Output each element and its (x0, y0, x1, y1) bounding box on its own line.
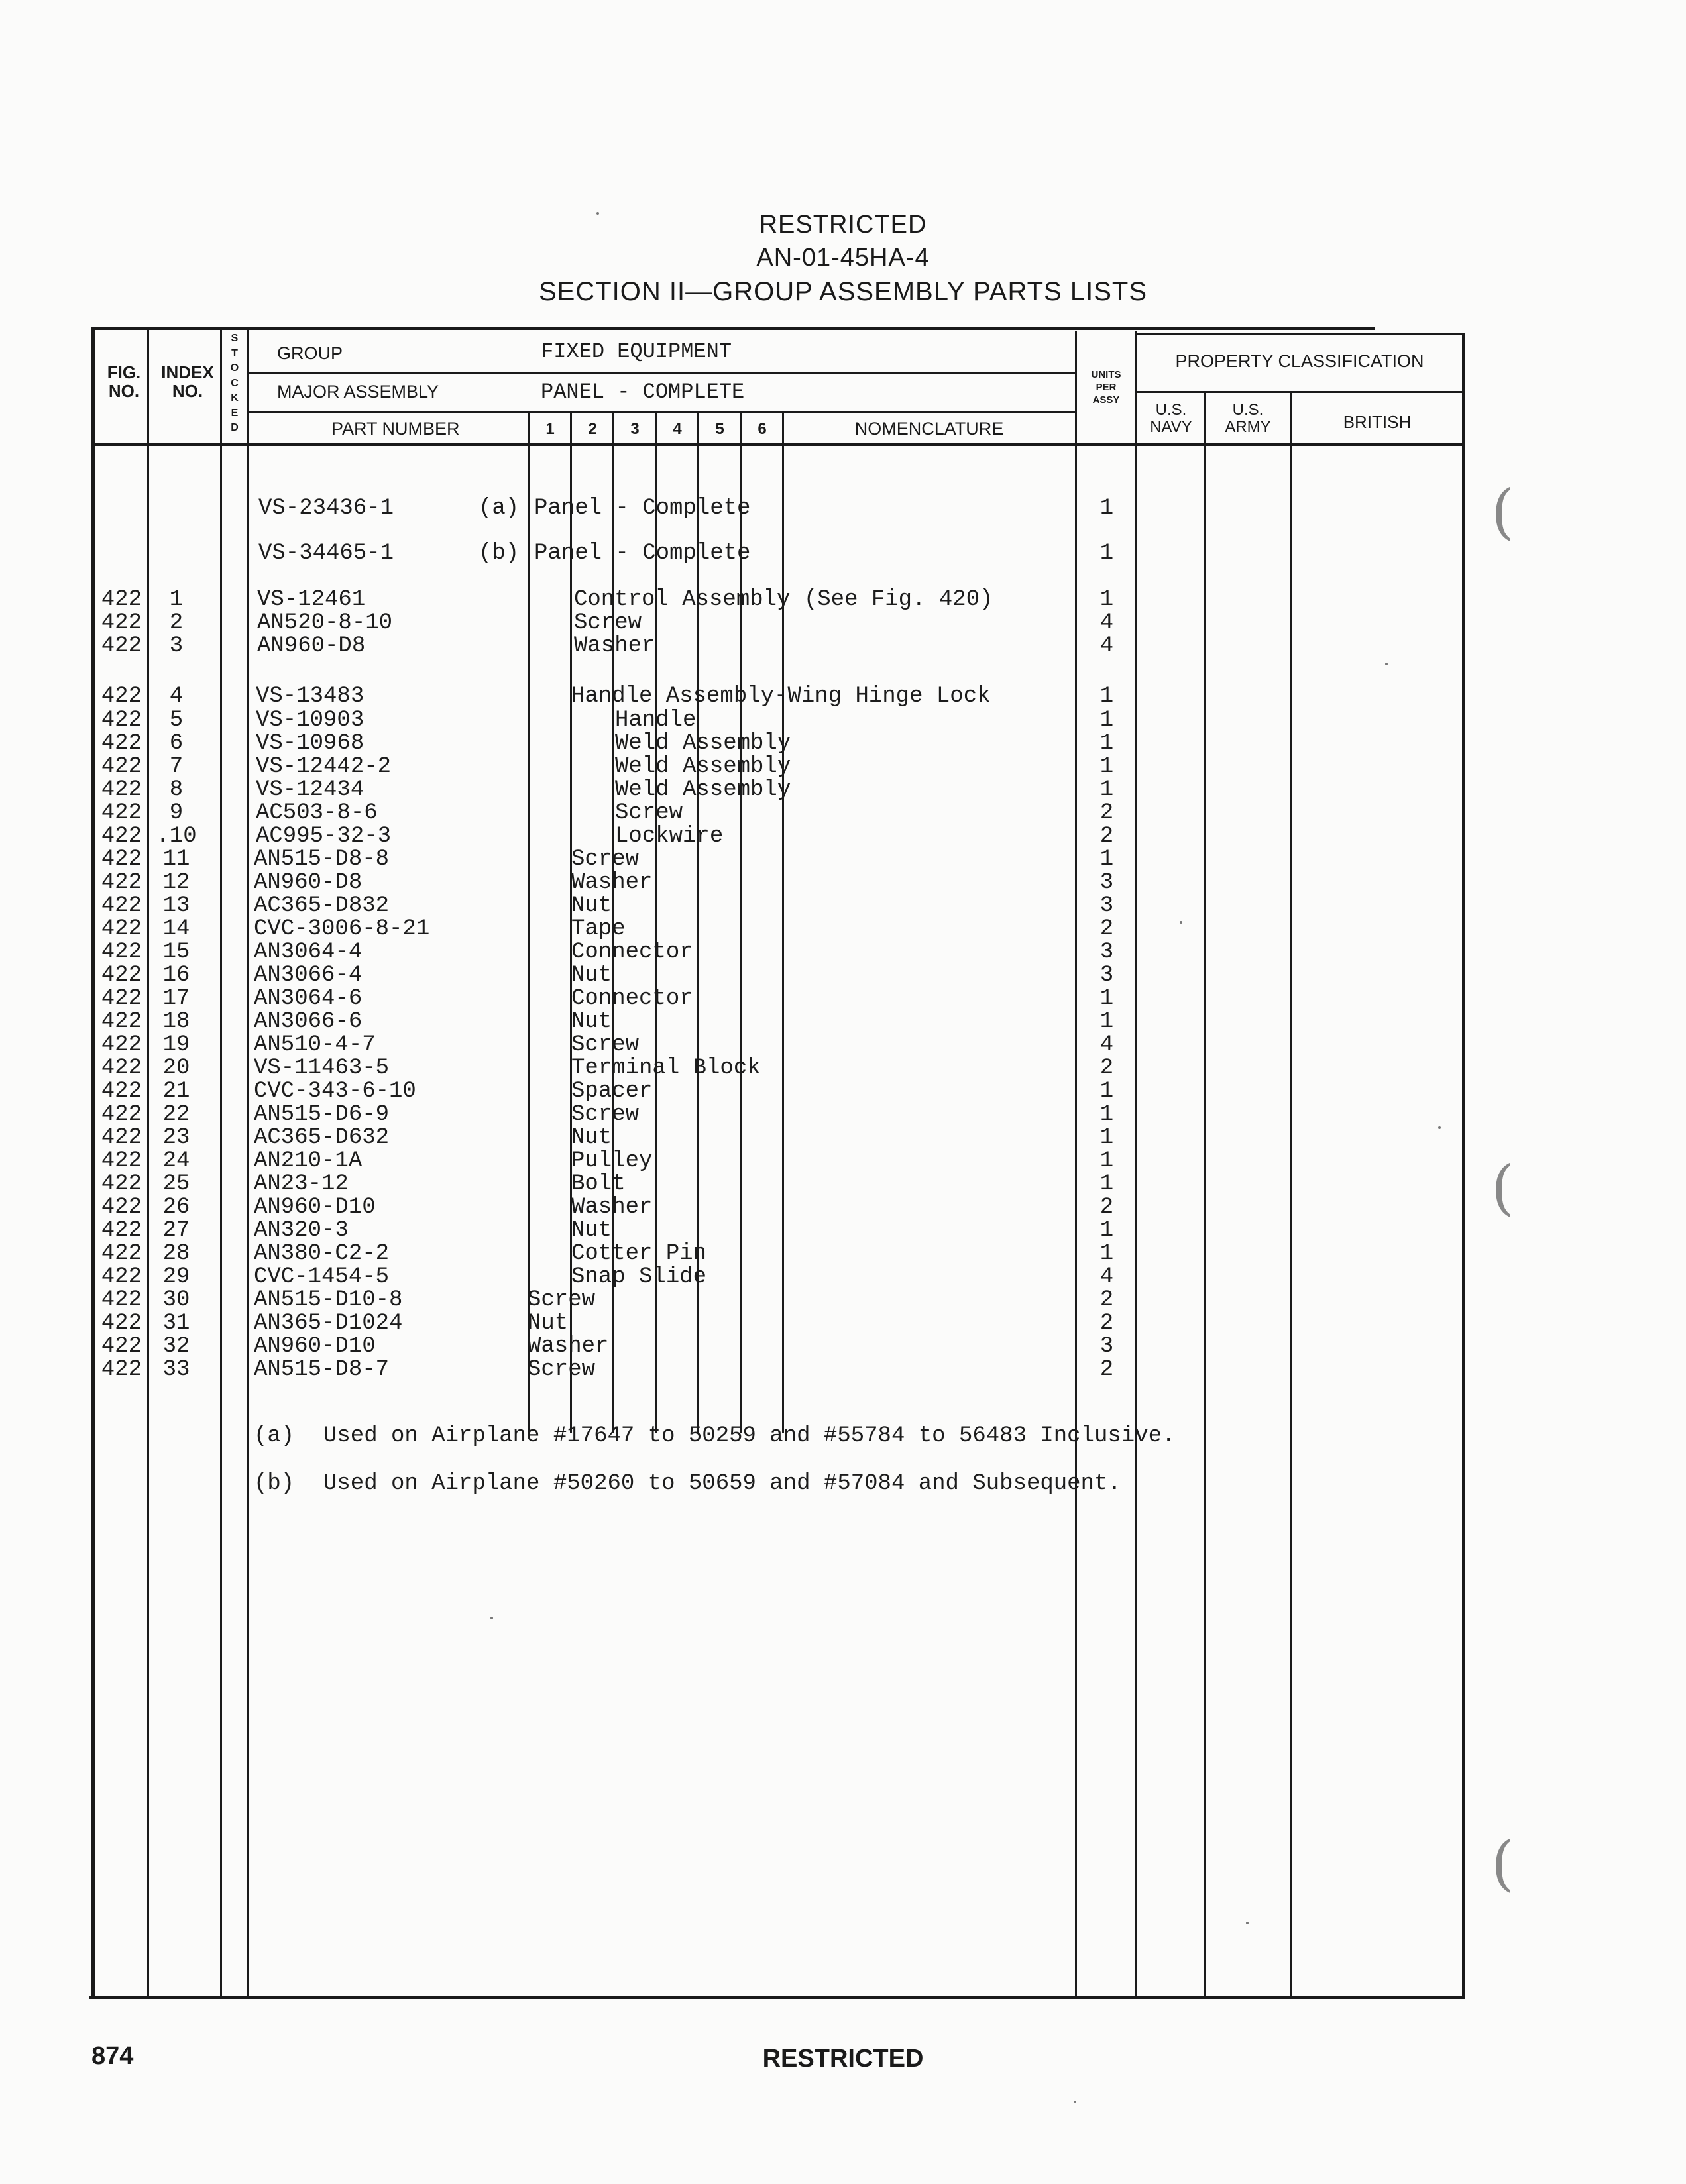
section-title: SECTION II—GROUP ASSEMBLY PARTS LISTS (539, 277, 1147, 306)
fig-no-header-2: NO. (108, 381, 140, 401)
table-row: 422 27 AN320-3 Nut 1 (101, 1218, 1114, 1243)
table-row: 422 26 AN960-D10 Washer 2 (101, 1195, 1114, 1220)
binder-hole-mark-icon: ( (1491, 1829, 1515, 1898)
table-row: 422 24 AN210-1A Pulley 1 (101, 1148, 1114, 1174)
binder-hole-mark-icon: ( (1491, 1153, 1515, 1223)
table-row: 422 17 AN3064-6 Connector 1 (101, 986, 1114, 1011)
restricted-marking-bottom: RESTRICTED (762, 2045, 924, 2073)
us-army-header-2: ARMY (1225, 418, 1271, 436)
table-row: 422 21 CVC-343-6-10 Spacer 1 (101, 1079, 1114, 1104)
footnote-a: (a) Used on Airplane #17647 to 50259 and #55784 to 56483 Inclusive. (254, 1423, 1176, 1448)
table-row: 422 12 AN960-D8 Washer 3 (101, 870, 1114, 895)
restricted-marking-top: RESTRICTED (759, 211, 927, 239)
scan-speck (1385, 663, 1388, 665)
table-row: 422 15 AN3064-4 Connector 3 (101, 940, 1114, 965)
group-label: GROUP (277, 343, 343, 363)
level-4-header: 4 (673, 420, 682, 438)
table-row: 422 33 AN515-D8-7 Screw 2 (101, 1357, 1114, 1382)
table-row: 422 23 AC365-D632 Nut 1 (101, 1125, 1114, 1150)
scan-speck (1180, 921, 1182, 924)
major-assembly-label: MAJOR ASSEMBLY (277, 382, 439, 402)
table-row: 422 6 VS-10968 Weld Assembly 1 (101, 731, 1114, 756)
us-army-header: U.S. (1232, 401, 1264, 419)
level-5-header: 5 (715, 420, 724, 438)
scan-speck (1246, 1922, 1249, 1924)
group-value: FIXED EQUIPMENT (541, 339, 732, 364)
us-navy-header: U.S. (1155, 401, 1187, 419)
table-row: 422 7 VS-12442-2 Weld Assembly 1 (101, 754, 1114, 779)
major-assembly-value: PANEL - COMPLETE (541, 380, 745, 404)
table-row: 422 8 VS-12434 Weld Assembly 1 (101, 777, 1114, 802)
table-row: 422 28 AN380-C2-2 Cotter Pin 1 (101, 1241, 1114, 1266)
table-row: 422 2 AN520-8-10 Screw 4 (101, 610, 1114, 635)
us-navy-header-2: NAVY (1150, 418, 1192, 436)
table-row: 422 1 VS-12461 Control Assembly (See Fig. 420) 1 (101, 587, 1114, 612)
units-header-2: PER (1096, 382, 1117, 393)
table-row: 422 22 AN515-D6-9 Screw 1 (101, 1102, 1114, 1127)
document-number: AN-01-45HA-4 (756, 244, 930, 272)
table-row: 422 14 CVC-3006-8-21 Tape 2 (101, 916, 1114, 942)
nomenclature-header: NOMENCLATURE (854, 419, 1004, 439)
level-3-header: 3 (630, 420, 640, 438)
index-no-header-2: NO. (172, 381, 203, 401)
british-header: BRITISH (1343, 412, 1412, 432)
level-6-header: 6 (758, 420, 767, 438)
table-row: 422 31 AN365-D1024 Nut 2 (101, 1311, 1114, 1336)
table-row: VS-23436-1 (a) Panel - Complete 1 (258, 496, 1114, 521)
table-row: 422 9 AC503-8-6 Screw 2 (101, 800, 1114, 826)
table-row: 422 30 AN515-D10-8 Screw 2 (101, 1287, 1114, 1313)
table-row: 422 20 VS-11463-5 Terminal Block 2 (101, 1056, 1114, 1081)
units-header-3: ASSY (1092, 394, 1120, 406)
fig-no-header: FIG. (107, 362, 141, 382)
part-number-header: PART NUMBER (331, 419, 460, 439)
table-row: 422 .10 AC995-32-3 Lockwire 2 (101, 824, 1114, 849)
table-row: 422 4 VS-13483 Handle Assembly-Wing Hinge Lock 1 (101, 684, 1114, 709)
level-1-header: 1 (545, 420, 555, 438)
scan-speck (1074, 2101, 1076, 2103)
table-row: 422 16 AN3066-4 Nut 3 (101, 963, 1114, 988)
table-row: 422 3 AN960-D8 Washer 4 (101, 633, 1114, 659)
table-row: 422 29 CVC-1454-5 Snap Slide 4 (101, 1264, 1114, 1289)
scan-speck (596, 212, 599, 215)
table-row: 422 5 VS-10903 Handle 1 (101, 708, 1114, 733)
property-classification-header: PROPERTY CLASSIFICATION (1175, 351, 1424, 371)
table-row: 422 25 AN23-12 Bolt 1 (101, 1172, 1114, 1197)
table-row: 422 11 AN515-D8-8 Screw 1 (101, 847, 1114, 872)
scan-speck (490, 1617, 493, 1619)
units-header: UNITS (1091, 369, 1121, 380)
level-2-header: 2 (588, 420, 597, 438)
binder-hole-mark-icon: ( (1491, 477, 1515, 547)
index-no-header: INDEX (161, 362, 214, 382)
scan-speck (1438, 1126, 1441, 1129)
stocked-header: S T O C K E D (230, 333, 239, 433)
footnote-b: (b) Used on Airplane #50260 to 50659 and #57084 and Subsequent. (254, 1471, 1121, 1496)
table-row: 422 19 AN510-4-7 Screw 4 (101, 1032, 1114, 1058)
table-row: 422 18 AN3066-6 Nut 1 (101, 1009, 1114, 1034)
table-row: 422 13 AC365-D832 Nut 3 (101, 893, 1114, 918)
table-row: 422 32 AN960-D10 Washer 3 (101, 1334, 1114, 1359)
table-row: VS-34465-1 (b) Panel - Complete 1 (258, 541, 1114, 566)
page-number: 874 (91, 2042, 134, 2070)
